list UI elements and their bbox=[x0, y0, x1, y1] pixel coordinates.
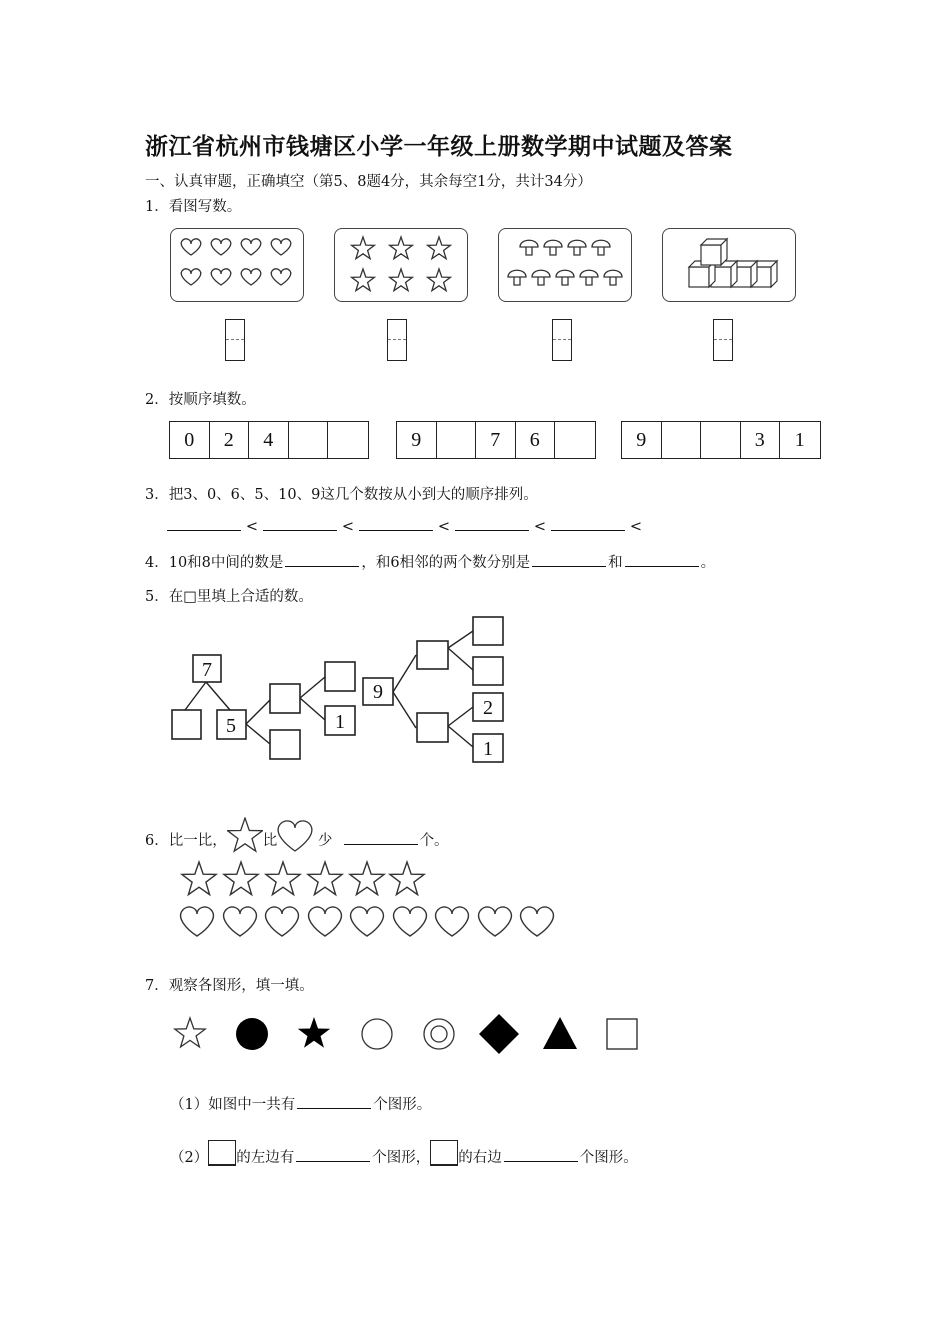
filled-triangle-icon bbox=[543, 1017, 577, 1049]
mushroom-icon bbox=[580, 270, 598, 285]
mushroom-icon bbox=[556, 270, 574, 285]
order-blank[interactable] bbox=[455, 516, 529, 531]
q4-text: 和 bbox=[608, 555, 623, 571]
q7-sub2 bbox=[170, 1140, 638, 1167]
star-icon bbox=[428, 269, 451, 291]
heart-icon bbox=[521, 907, 554, 936]
heart-icon bbox=[271, 239, 291, 255]
double-circle-icon bbox=[424, 1019, 454, 1049]
answer-blank[interactable] bbox=[532, 552, 606, 567]
q5-label: 5．在□里填上合适的数。 bbox=[145, 589, 313, 605]
q4-text: 4．10和8中间的数是 bbox=[145, 555, 284, 571]
sequence-1 bbox=[169, 421, 369, 459]
q6-line bbox=[145, 817, 449, 853]
order-blank[interactable] bbox=[167, 516, 241, 531]
cubes-group bbox=[663, 229, 795, 301]
star-icon bbox=[266, 862, 300, 895]
sequence-blank[interactable] bbox=[437, 422, 477, 458]
star-icon bbox=[428, 237, 451, 259]
heart-icon bbox=[479, 907, 512, 936]
heart-icon bbox=[351, 907, 384, 936]
q4-line bbox=[145, 551, 715, 572]
order-blank[interactable] bbox=[359, 516, 433, 531]
sequence-3 bbox=[621, 421, 821, 459]
stars-group bbox=[335, 229, 467, 301]
heart-icon bbox=[394, 907, 427, 936]
answer-blank[interactable] bbox=[296, 1147, 370, 1162]
answer-box[interactable] bbox=[172, 710, 201, 739]
mushroom-icon bbox=[532, 270, 550, 285]
q6-text: 6．比一比， bbox=[145, 833, 227, 849]
num-9: 9 bbox=[373, 681, 383, 703]
answer-blank[interactable] bbox=[285, 552, 359, 567]
answer-box[interactable] bbox=[325, 662, 355, 691]
answer-box-hearts[interactable] bbox=[225, 319, 245, 361]
q7-text: 个图形， bbox=[372, 1150, 431, 1166]
answer-box[interactable] bbox=[473, 617, 503, 645]
answer-box[interactable] bbox=[270, 684, 300, 713]
sequence-cell: 6 bbox=[516, 422, 556, 458]
cubes-picture bbox=[662, 228, 796, 302]
hearts-picture bbox=[170, 228, 304, 302]
heart-icon bbox=[241, 239, 261, 255]
heart-icon bbox=[277, 819, 313, 853]
shapes-row bbox=[165, 1010, 655, 1060]
q7-label: 7．观察各图形，填一填。 bbox=[145, 978, 314, 994]
q3-label: 3．把3、0、6、5、10、9这几个数按从小到大的顺序排列。 bbox=[145, 487, 538, 503]
sequence-blank[interactable] bbox=[289, 422, 329, 458]
star-icon bbox=[352, 237, 375, 259]
star-icon bbox=[390, 269, 413, 291]
filled-diamond-icon bbox=[479, 1014, 519, 1054]
heart-icon bbox=[271, 269, 291, 285]
cube-icon bbox=[701, 239, 727, 265]
heart-icon bbox=[224, 907, 257, 936]
answer-blank[interactable] bbox=[504, 1147, 578, 1162]
heart-icon bbox=[181, 239, 201, 255]
mushrooms-picture bbox=[498, 228, 632, 302]
mushroom-icon bbox=[604, 270, 622, 285]
answer-box[interactable] bbox=[417, 641, 448, 669]
order-blank[interactable] bbox=[551, 516, 625, 531]
mushroom-icon bbox=[544, 240, 562, 255]
heart-icon bbox=[211, 269, 231, 285]
filled-star-icon bbox=[298, 1017, 330, 1048]
square-icon bbox=[208, 1140, 236, 1166]
q7-text: （1）如图中一共有 bbox=[170, 1097, 296, 1113]
answer-box[interactable] bbox=[473, 657, 503, 685]
less-than-sign: < bbox=[437, 519, 451, 535]
answer-box-stars[interactable] bbox=[387, 319, 407, 361]
sequence-cell: 9 bbox=[397, 422, 437, 458]
answer-box[interactable] bbox=[270, 730, 300, 759]
num-1: 1 bbox=[335, 711, 345, 733]
heart-icon bbox=[436, 907, 469, 936]
star-icon bbox=[390, 862, 424, 895]
star-icon bbox=[352, 269, 375, 291]
sequence-cell: 9 bbox=[622, 422, 662, 458]
mushrooms-group bbox=[499, 229, 631, 301]
less-than-sign: < bbox=[245, 519, 259, 535]
order-blank[interactable] bbox=[263, 516, 337, 531]
sequence-cell: 0 bbox=[170, 422, 210, 458]
mushroom-icon bbox=[592, 240, 610, 255]
q7-text: 个图形。 bbox=[373, 1097, 432, 1113]
q6-text: 比 bbox=[262, 833, 278, 849]
sequence-cell: 2 bbox=[210, 422, 250, 458]
q2-label: 2．按顺序填数。 bbox=[145, 392, 256, 408]
answer-box-cubes[interactable] bbox=[713, 319, 733, 361]
heart-icon bbox=[266, 907, 299, 936]
hollow-circle-icon bbox=[362, 1019, 392, 1049]
heart-icon bbox=[181, 907, 214, 936]
answer-blank[interactable] bbox=[344, 830, 418, 845]
filled-circle-icon bbox=[236, 1018, 268, 1050]
q7-text: 个图形。 bbox=[579, 1150, 638, 1166]
q1-label: 1．看图写数。 bbox=[145, 199, 242, 215]
q6-text: 少 bbox=[317, 833, 333, 849]
sequence-blank[interactable] bbox=[328, 422, 368, 458]
mushroom-icon bbox=[508, 270, 526, 285]
section-heading: 一、认真审题，正确填空（第5、8题4分，其余每空1分，共计34分） bbox=[145, 174, 592, 190]
square-icon bbox=[430, 1140, 458, 1166]
sequence-2 bbox=[396, 421, 596, 459]
q3-order-row bbox=[165, 516, 645, 535]
sequence-cell: 7 bbox=[476, 422, 516, 458]
q7-text: 的左边有 bbox=[236, 1150, 295, 1166]
answer-box-mushrooms[interactable] bbox=[552, 319, 572, 361]
star-icon bbox=[182, 862, 216, 895]
less-than-sign: < bbox=[341, 519, 355, 535]
mushroom-icon bbox=[568, 240, 586, 255]
q7-sub1 bbox=[170, 1093, 431, 1114]
sequence-cell: 3 bbox=[741, 422, 781, 458]
star-icon bbox=[390, 237, 413, 259]
q7-text: （2） bbox=[170, 1150, 209, 1166]
num-5: 5 bbox=[226, 715, 236, 737]
stars-picture bbox=[334, 228, 468, 302]
answer-blank[interactable] bbox=[625, 552, 699, 567]
star-icon bbox=[308, 862, 342, 895]
page-title: 浙江省杭州市钱塘区小学一年级上册数学期中试题及答案 bbox=[145, 133, 733, 160]
hearts-group bbox=[171, 229, 303, 301]
sequence-cell: 4 bbox=[249, 422, 289, 458]
less-than-sign: < bbox=[533, 519, 547, 535]
star-icon bbox=[224, 862, 258, 895]
num-1b: 1 bbox=[483, 738, 493, 760]
mushroom-icon bbox=[520, 240, 538, 255]
sequence-blank[interactable] bbox=[662, 422, 702, 458]
num-7: 7 bbox=[202, 659, 212, 681]
number-decomposition-diagram bbox=[160, 610, 520, 770]
sequence-blank[interactable] bbox=[701, 422, 741, 458]
heart-icon bbox=[309, 907, 342, 936]
hollow-star-icon bbox=[175, 1018, 205, 1047]
answer-box[interactable] bbox=[417, 713, 448, 742]
star-icon bbox=[227, 817, 263, 853]
sequence-cell: 1 bbox=[794, 428, 805, 451]
hollow-square-icon bbox=[607, 1019, 637, 1049]
q7-text: 的右边 bbox=[458, 1150, 502, 1166]
q4-text: ，和6相邻的两个数分别是 bbox=[361, 555, 531, 571]
answer-blank[interactable] bbox=[297, 1094, 371, 1109]
num-2: 2 bbox=[483, 697, 493, 719]
sequence-blank[interactable] bbox=[555, 422, 595, 458]
q4-text: 。 bbox=[700, 555, 716, 571]
heart-icon bbox=[241, 269, 261, 285]
compare-figures bbox=[175, 858, 565, 943]
q6-text: 个。 bbox=[419, 833, 449, 849]
heart-icon bbox=[181, 269, 201, 285]
heart-icon bbox=[211, 239, 231, 255]
less-than-sign: < bbox=[629, 519, 643, 535]
star-icon bbox=[350, 862, 384, 895]
